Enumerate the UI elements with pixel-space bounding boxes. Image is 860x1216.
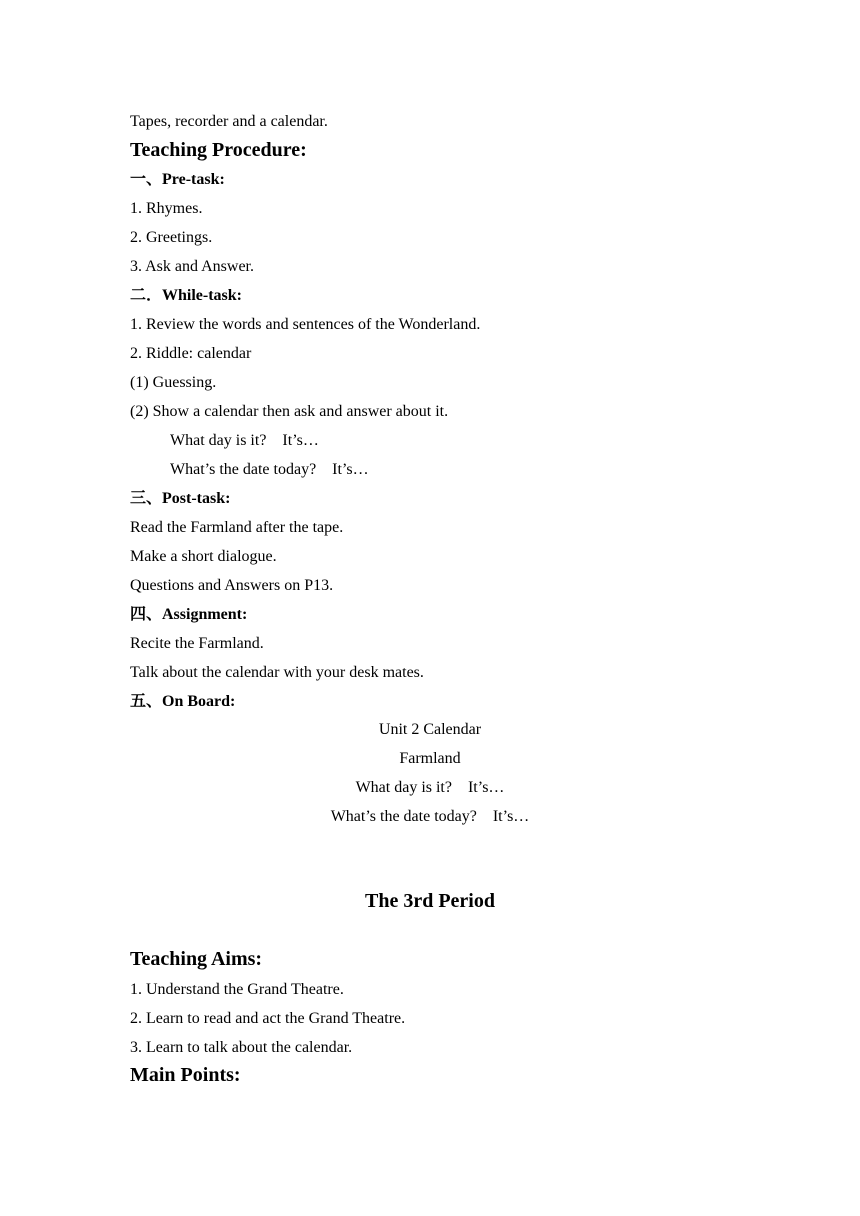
- list-item: Questions and Answers on P13.: [130, 577, 334, 594]
- list-item: 3. Ask and Answer.: [130, 258, 254, 275]
- list-item: Recite the Farmland.: [130, 635, 264, 652]
- list-item: 3. Learn to talk about the calendar.: [130, 1039, 353, 1056]
- materials-line: Tapes, recorder and a calendar.: [130, 113, 328, 130]
- list-item: (2) Show a calendar then ask and answer about it.: [130, 403, 449, 420]
- list-item: Read the Farmland after the tape.: [130, 519, 344, 536]
- main-points-heading: Main Points:: [130, 1064, 241, 1086]
- list-item: 1. Rhymes.: [130, 200, 203, 217]
- pre-task-heading: 一、Pre-task:: [130, 171, 225, 188]
- board-line: What’s the date today? It’s…: [330, 808, 530, 825]
- dialogue-line: What day is it? It’s…: [170, 432, 319, 449]
- list-item: (1) Guessing.: [130, 374, 217, 391]
- board-line: Unit 2 Calendar: [378, 721, 482, 738]
- board-line: Farmland: [399, 750, 461, 767]
- list-item: 2. Riddle: calendar: [130, 345, 252, 362]
- list-item: 1. Review the words and sentences of the Wonderland.: [130, 316, 481, 333]
- dialogue-line: What’s the date today? It’s…: [170, 461, 369, 478]
- assignment-heading: 四、Assignment:: [130, 606, 248, 623]
- list-item: Talk about the calendar with your desk mates.: [130, 664, 424, 681]
- list-item: Make a short dialogue.: [130, 548, 277, 565]
- list-item: 1. Understand the Grand Theatre.: [130, 981, 344, 998]
- teaching-aims-heading: Teaching Aims:: [130, 948, 263, 970]
- list-item: 2. Learn to read and act the Grand Theatre.: [130, 1010, 406, 1027]
- period-title: The 3rd Period: [365, 890, 495, 912]
- while-task-heading: 二．While-task:: [130, 287, 243, 304]
- list-item: 2. Greetings.: [130, 229, 213, 246]
- post-task-heading: 三、Post-task:: [130, 490, 231, 507]
- on-board-heading: 五、On Board:: [130, 693, 236, 710]
- teaching-procedure-heading: Teaching Procedure:: [130, 139, 307, 161]
- board-line: What day is it? It’s…: [355, 779, 505, 796]
